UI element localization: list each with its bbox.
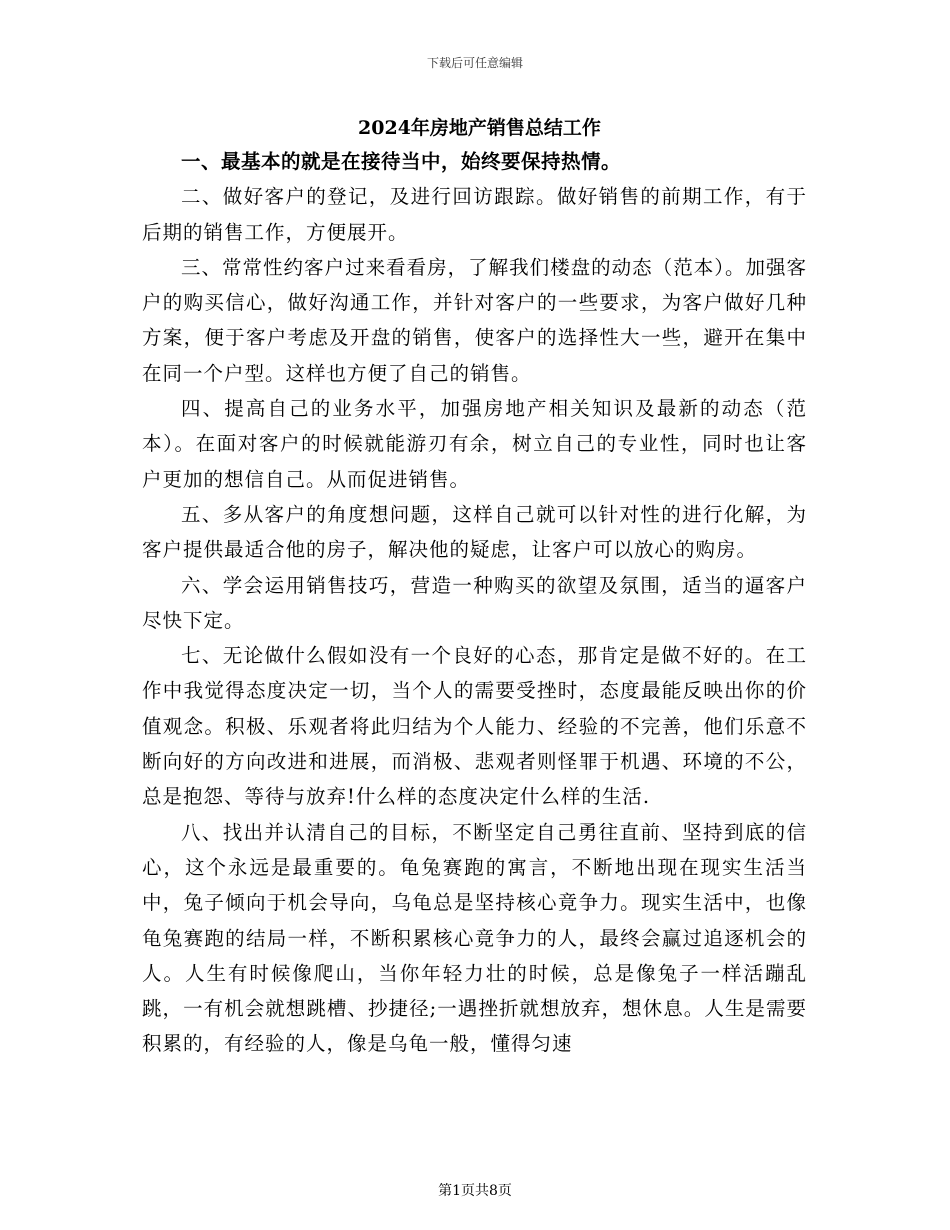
- page-header-note: 下载后可任意编辑: [426, 56, 523, 70]
- paragraph-3: 三、常常性约客户过来看看房，了解我们楼盘的动态（范本）。加强客户的购买信心，做好沟通工作，并针对客户的一些要求，为客户做好几种方案，便于客户考虑及开盘的销售，使客户的选择性大一些，避开在集中在同一个户型。这样也方便了自己的销售。: [142, 255, 807, 385]
- page-footer-number: 第1页共8页: [438, 1183, 512, 1199]
- paragraph-7: 七、无论做什么假如没有一个良好的心态，那肯定是做不好的。在工作中我觉得态度决定一切，当个人的需要受挫时，态度最能反映出你的价值观念。积极、乐观者将此归结为个人能力、经验的不完善，他们乐意不断向好的方向改进和进展，而消极、悲观者则怪罪于机遇、环境的不公，总是抱怨、等待与放弃!什么样的态度决定什么样的生活.: [142, 644, 807, 809]
- paragraph-6: 六、学会运用销售技巧，营造一种购买的欲望及氛围，适当的逼客户尽快下定。: [142, 573, 807, 632]
- paragraph-1: 一、最基本的就是在接待当中，始终要保持热情。: [181, 150, 622, 173]
- paragraph-4: 四、提高自己的业务水平，加强房地产相关知识及最新的动态（范本）。在面对客户的时候就能游刃有余，树立自己的专业性，同时也让客户更加的想信自己。从而促进销售。: [142, 397, 807, 491]
- document-body: [142, 112, 807, 1062]
- document-title: 2024年房地产销售总结工作: [358, 117, 601, 139]
- paragraph-2: 二、做好客户的登记，及进行回访跟踪。做好销售的前期工作，有于后期的销售工作，方便展开。: [142, 185, 807, 244]
- paragraph-5: 五、多从客户的角度想问题，这样自己就可以针对性的进行化解，为客户提供最适合他的房子，解决他的疑虑，让客户可以放心的购房。: [142, 502, 807, 562]
- paragraph-8: 八、找出并认清自己的目标，不断坚定自己勇往直前、坚持到底的信心，这个永远是最重要的。龟兔赛跑的寓言，不断地出现在现实生活当中，兔子倾向于机会导向，乌龟总是坚持核心竟争力。现实生活中，也像龟兔赛跑的结局一样，不断积累核心竟争力的人，最终会赢过追逐机会的人。人生有时候像爬山，当你年轻力壮的时候，总是像兔子一样活蹦乱跳，一有机会就想跳槽、抄捷径;一遇挫折就想放弃，想休息。人生是需要积累的，有经验的人，像是乌龟一般，懂得匀速: [142, 820, 807, 1056]
